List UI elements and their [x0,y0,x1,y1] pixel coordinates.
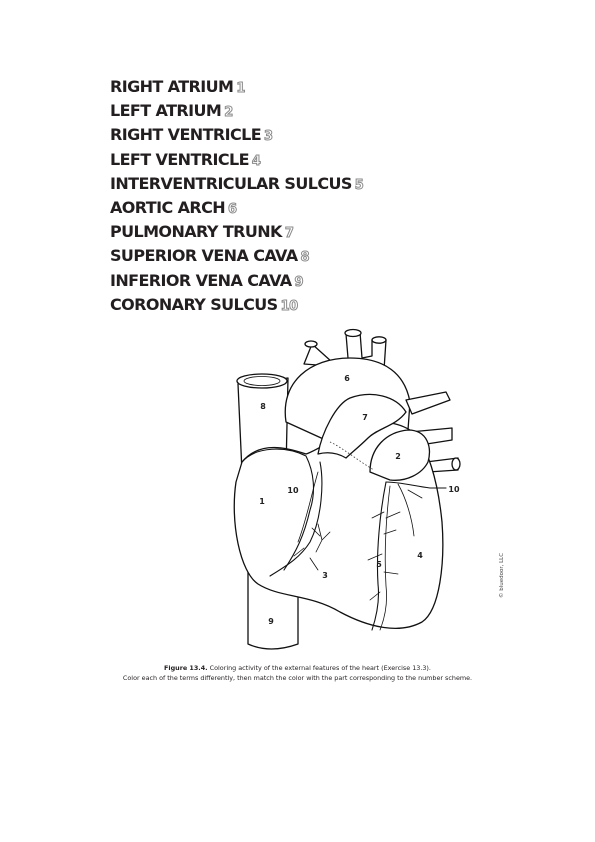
term-left-ventricle: LEFT VENTRICLE 4 [110,149,261,169]
term-number: 2 [224,105,233,121]
label-aortic-arch: 6 [344,374,350,383]
term-right-ventricle: RIGHT VENTRICLE 3 [110,125,273,145]
term-superior-vena-cava: SUPERIOR VENA CAVA 8 [110,246,309,266]
heart-diagram [200,322,510,652]
term-number: 9 [294,274,303,290]
term-inferior-vena-cava: INFERIOR VENA CAVA 9 [110,270,303,290]
label-left-ventricle: 4 [417,551,423,560]
label-pulmonary-trunk: 7 [362,413,368,422]
term-interventricular-sulcus: INTERVENTRICULAR SULCUS 5 [110,173,364,193]
figure-label: Figure 13.4. [164,664,208,672]
term-list [110,76,363,318]
label-inferior-vena-cava: 9 [268,617,274,626]
term-left-atrium: LEFT ATRIUM 2 [110,101,233,121]
credit-text: © bluedoor, LLC [499,552,505,598]
figure-title: Coloring activity of the external features of the heart (Exercise 13.3). [209,664,431,672]
term-pulmonary-trunk: PULMONARY TRUNK 7 [110,222,294,242]
label-coronary-sulcus-right: 10 [287,486,299,495]
term-number: 1 [236,81,245,96]
term-number: 7 [284,226,294,242]
term-aortic-arch: AORTIC ARCH 6 [110,198,237,218]
figure-instruction: Color each of the terms differently, then match the color with the part corresponding to the number scheme. [122,673,473,682]
term-coronary-sulcus: CORONARY SULCUS 10 [110,294,298,314]
label-left-atrium: 2 [395,452,401,461]
label-right-ventricle: 3 [322,571,328,580]
term-right-atrium: RIGHT ATRIUM 1 [110,77,245,96]
term-number: 6 [228,202,237,218]
term-number: 5 [354,177,364,193]
label-coronary-sulcus-left: 10 [448,485,460,494]
term-number: 4 [251,153,261,169]
label-right-atrium: 1 [259,497,265,506]
label-superior-vena-cava: 8 [260,402,266,411]
figure-caption [40,664,555,683]
term-number: 8 [300,250,309,266]
term-number: 3 [264,129,273,145]
term-number: 10 [280,298,298,314]
label-interventricular-sulcus: 5 [376,560,382,569]
